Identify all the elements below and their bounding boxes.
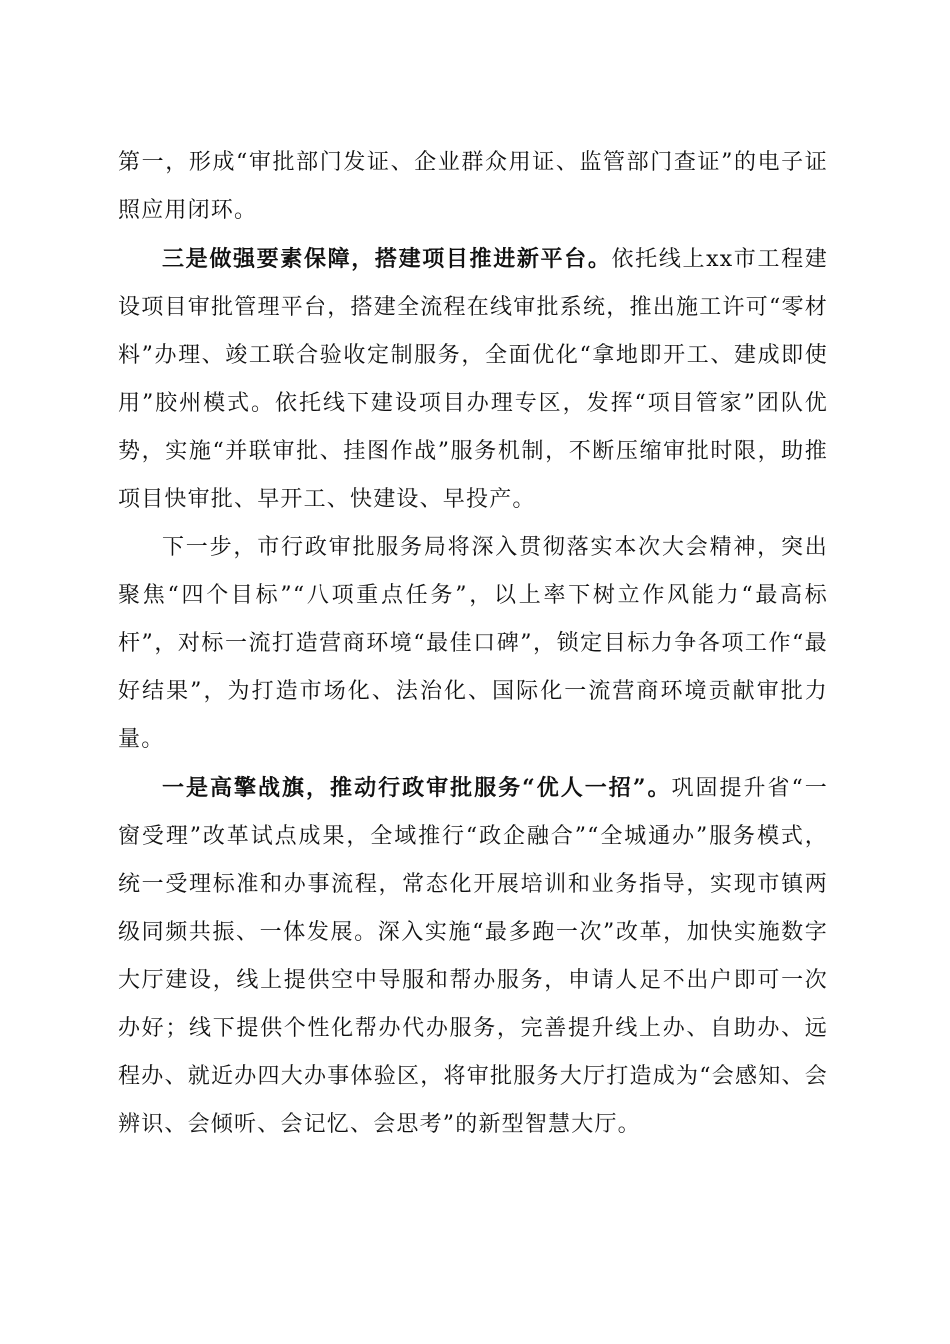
paragraph-text: 第一，形成“审批部门发证、企业群众用证、监管部门查证”的电子证照应用闭环。 [118,150,828,223]
paragraph-battle-flag [118,764,828,1149]
document-body [118,139,828,1149]
paragraph-text: 巩固提升省“一窗受理”改革试点成果，全域推行“政企融合”“全城通办”服务模式，统一受理标准和办事流程，常态化开展培训和业务指导，实现市镇两级同频共振、一体发展。深入实施“最多跑一次”改革，加快实施数字大厅建设，线上提供空中导服和帮办服务，申请人足不出户即可一次办好；线下提供个性化帮办代办服务，完善提升线上办、自助办、远程办、就近办四大办事体验区，将审批服务大厅打造成为“会感知、会辨识、会倾听、会记忆、会思考”的新型智慧大厅。 [118,776,828,1137]
paragraph-heading: 一是高擎战旗，推动行政审批服务“优人一招”。 [162,775,672,801]
paragraph-closed-loop [118,139,828,235]
paragraph-heading: 三是做强要素保障，搭建项目推进新平台。 [162,246,612,272]
paragraph-next-step [118,524,828,764]
paragraph-text: 下一步，市行政审批服务局将深入贯彻落实本次大会精神，突出聚焦“四个目标”“八项重点任务”，以上率下树立作风能力“最高标杆”，对标一流打造营商环境“最佳口碑”，锁定目标力争各项工作“最好结果”，为打造市场化、法治化、国际化一流营商环境贡献审批力量。 [118,535,828,752]
paragraph-element-guarantee [118,235,828,524]
paragraph-text: 依托线上xx市工程建设项目审批管理平台，搭建全流程在线审批系统，推出施工许可“零材料”办理、竣工联合验收定制服务，全面优化“拿地即开工、建成即使用”胶州模式。依托线下建设项目办理专区，发挥“项目管家”团队优势，实施“并联审批、挂图作战”服务机制，不断压缩审批时限，助推项目快审批、早开工、快建设、早投产。 [118,247,828,512]
